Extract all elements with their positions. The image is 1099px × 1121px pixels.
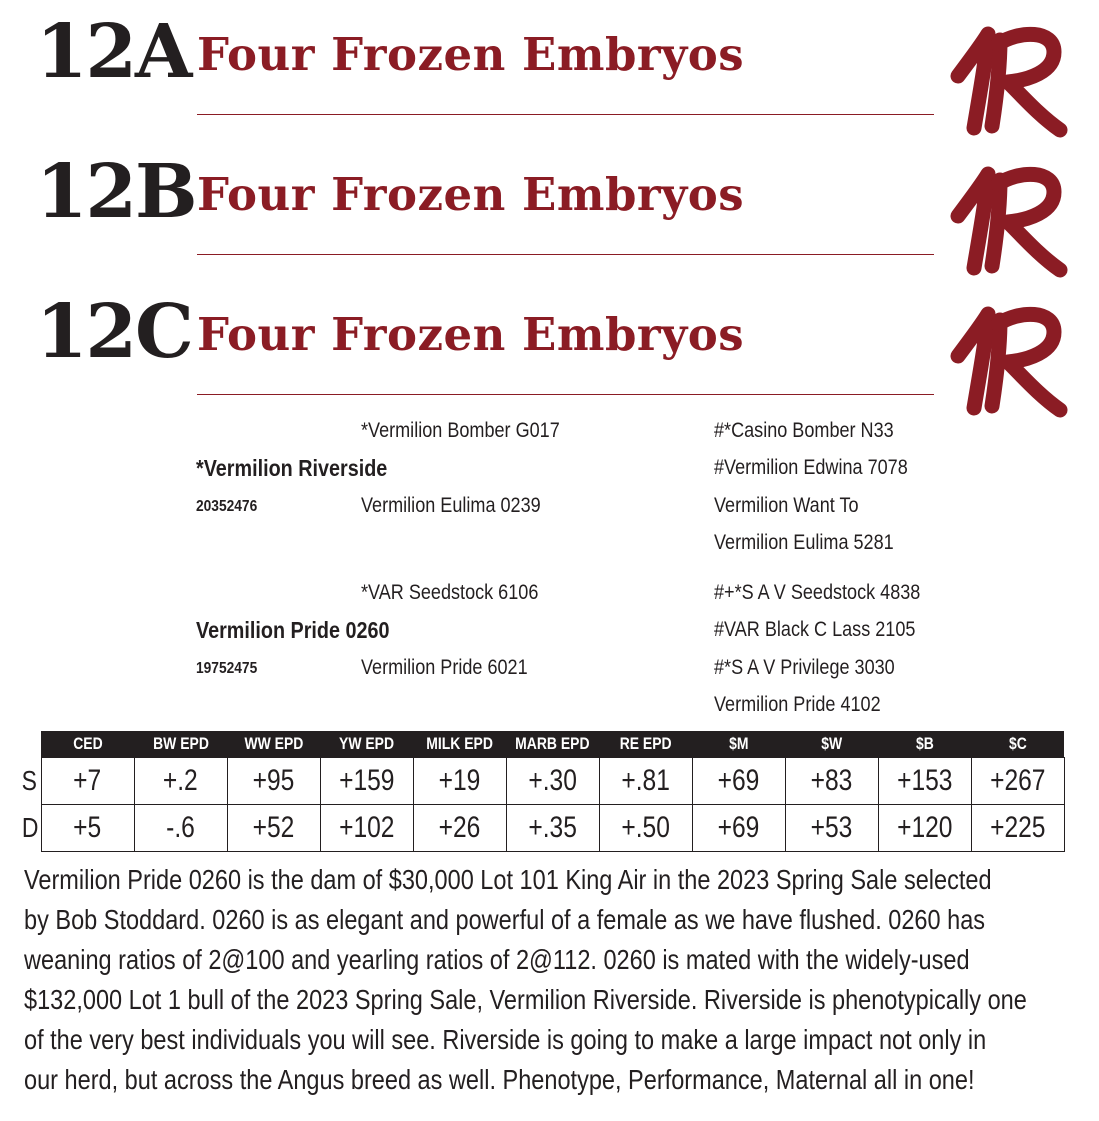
dam-dam-sire: #*S A V Privilege 3030 <box>714 656 895 679</box>
epd-cell: +.81 <box>599 758 692 805</box>
epd-cell: +5 <box>41 805 134 852</box>
lot-12c <box>0 280 1099 420</box>
lot-title: Four Frozen Embryos <box>197 168 745 221</box>
sire-name: *Vermilion Riverside <box>196 455 388 481</box>
sire-dam-sire: Vermilion Want To <box>714 494 859 517</box>
epd-row-dam <box>20 805 1064 852</box>
epd-header: MARB EPD <box>506 731 599 758</box>
vr-brand-logo <box>948 294 1068 418</box>
epd-cell: +52 <box>227 805 320 852</box>
lot-12b <box>0 140 1099 280</box>
description-line: Vermilion Pride 0260 is the dam of $30,000 Lot 101 King Air in the 2023 Spring Sale selected <box>24 864 992 895</box>
epd-header: $M <box>692 731 785 758</box>
lot-number: 12A <box>36 9 191 95</box>
epd-cell: +7 <box>41 758 134 805</box>
lot-title: Four Frozen Embryos <box>197 28 745 81</box>
divider <box>197 254 934 255</box>
dam-sire-sire: #+*S A V Seedstock 4838 <box>714 581 921 604</box>
epd-cell: +19 <box>413 758 506 805</box>
description-line: of the very best individuals you will see. Riverside is going to make a large impact not only in <box>24 1024 987 1055</box>
sire-dam: Vermilion Eulima 0239 <box>361 494 541 517</box>
description-line: weaning ratios of 2@100 and yearling ratios of 2@112. 0260 is mated with the widely-used <box>24 944 970 975</box>
divider <box>197 114 934 115</box>
epd-cell: +95 <box>227 758 320 805</box>
epd-cell: +267 <box>971 758 1064 805</box>
dam-dam-dam: Vermilion Pride 4102 <box>714 693 881 716</box>
dam-sire-dam: #VAR Black C Lass 2105 <box>714 618 916 641</box>
epd-header: YW EPD <box>320 731 413 758</box>
sire-sire-sire: #*Casino Bomber N33 <box>714 419 894 442</box>
epd-header: $C <box>971 731 1064 758</box>
epd-cell: +69 <box>692 758 785 805</box>
lot-number: 12C <box>36 289 192 375</box>
epd-cell: +159 <box>320 758 413 805</box>
epd-cell: +225 <box>971 805 1064 852</box>
dam-name: Vermilion Pride 0260 <box>196 617 390 643</box>
dam-sire: *VAR Seedstock 6106 <box>361 581 539 604</box>
row-label: S <box>20 758 41 805</box>
description-line: our herd, but across the Angus breed as well. Phenotype, Performance, Maternal all in one! <box>24 1064 975 1095</box>
epd-cell: +26 <box>413 805 506 852</box>
epd-cell: +53 <box>785 805 878 852</box>
epd-cell: +83 <box>785 758 878 805</box>
epd-header: CED <box>41 731 134 758</box>
divider <box>197 394 934 395</box>
description-line: by Bob Stoddard. 0260 is as elegant and powerful of a female as we have flushed. 0260 has <box>24 904 986 935</box>
epd-row-sire <box>20 758 1064 805</box>
epd-table <box>20 731 1065 852</box>
epd-cell: +102 <box>320 805 413 852</box>
sire-sire-dam: #Vermilion Edwina 7078 <box>714 456 908 479</box>
epd-cell: -.6 <box>134 805 227 852</box>
epd-cell: +.30 <box>506 758 599 805</box>
vr-brand-logo <box>948 14 1068 138</box>
epd-cell: +153 <box>878 758 971 805</box>
dam-registration: 19752475 <box>196 660 258 677</box>
vr-brand-logo <box>948 154 1068 278</box>
epd-cell: +.35 <box>506 805 599 852</box>
lot-title: Four Frozen Embryos <box>197 308 745 361</box>
epd-header: WW EPD <box>227 731 320 758</box>
epd-header-row <box>20 731 1064 758</box>
description-line: $132,000 Lot 1 bull of the 2023 Spring Sale, Vermilion Riverside. Riverside is phenotypically one <box>24 984 1027 1015</box>
lot-description <box>24 860 1066 1100</box>
epd-header: BW EPD <box>134 731 227 758</box>
epd-header: $W <box>785 731 878 758</box>
sire-sire: *Vermilion Bomber G017 <box>361 419 560 442</box>
dam-dam: Vermilion Pride 6021 <box>361 656 528 679</box>
row-label: D <box>20 805 41 852</box>
epd-cell: +69 <box>692 805 785 852</box>
lot-number: 12B <box>36 149 196 235</box>
epd-header: $B <box>878 731 971 758</box>
epd-cell: +.50 <box>599 805 692 852</box>
epd-cell: +120 <box>878 805 971 852</box>
epd-header: RE EPD <box>599 731 692 758</box>
epd-header: MILK EPD <box>413 731 506 758</box>
lot-12a <box>0 0 1099 140</box>
sire-registration: 20352476 <box>196 498 258 515</box>
sire-dam-dam: Vermilion Eulima 5281 <box>714 531 894 554</box>
header-spacer <box>20 731 41 758</box>
epd-cell: +.2 <box>134 758 227 805</box>
